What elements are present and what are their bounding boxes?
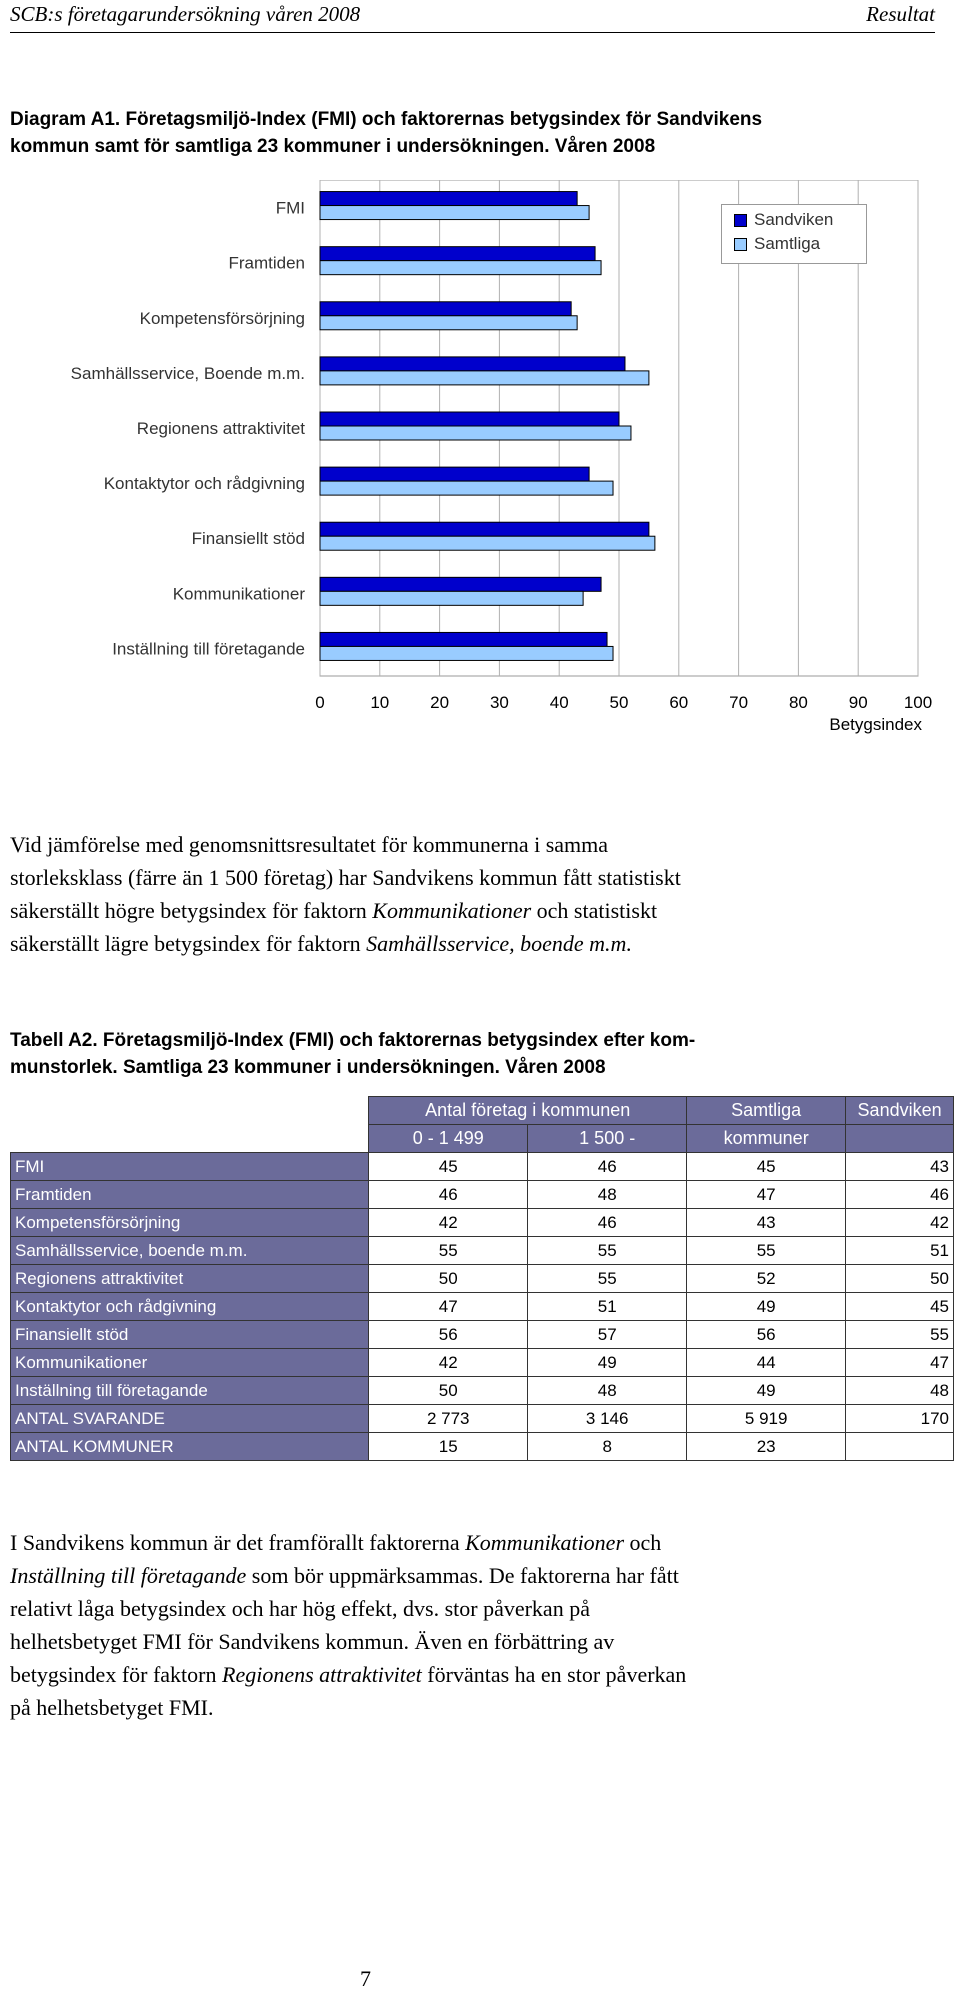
paragraph-text: säkerställt lägre betygsindex för faktorn	[10, 931, 367, 956]
cell-samtliga: 52	[687, 1265, 846, 1293]
row-label: FMI	[11, 1153, 369, 1181]
cell-sandviken	[846, 1433, 954, 1461]
bar-sandviken	[320, 522, 649, 536]
page-number: 7	[360, 1966, 371, 1991]
bar-sandviken	[320, 302, 571, 316]
bar-sandviken	[320, 247, 595, 261]
table-header-samtliga: Samtliga	[687, 1097, 846, 1125]
bar-samtliga	[320, 261, 601, 275]
bar-sandviken	[320, 577, 601, 591]
index-table	[10, 1096, 954, 1461]
paragraph-text: betygsindex för faktorn	[10, 1662, 222, 1687]
x-tick-label: 40	[549, 693, 569, 712]
bar-sandviken	[320, 467, 589, 481]
cell-sandviken: 170	[846, 1405, 954, 1433]
table-header-sandviken: Sandviken	[846, 1097, 954, 1125]
cell-large: 55	[528, 1237, 687, 1265]
bar-samtliga	[320, 316, 577, 330]
paragraph-emphasis: Inställning till företagande	[10, 1563, 247, 1588]
x-tick-label: 70	[729, 693, 749, 712]
cell-large: 57	[528, 1321, 687, 1349]
cell-samtliga: 56	[687, 1321, 846, 1349]
bar-sandviken	[320, 632, 607, 646]
paragraph-emphasis: Kommunikationer	[465, 1530, 625, 1555]
cell-sandviken: 48	[846, 1377, 954, 1405]
cell-small: 47	[369, 1293, 528, 1321]
cell-small: 46	[369, 1181, 528, 1209]
x-tick-label: 90	[848, 693, 868, 712]
cell-sandviken: 47	[846, 1349, 954, 1377]
cell-sandviken: 42	[846, 1209, 954, 1237]
cell-sandviken: 43	[846, 1153, 954, 1181]
row-label: Kontaktytor och rådgivning	[11, 1293, 369, 1321]
cell-large: 51	[528, 1293, 687, 1321]
category-label: FMI	[275, 198, 305, 218]
paragraph-line	[10, 1559, 935, 1592]
cell-large: 8	[528, 1433, 687, 1461]
table-row	[11, 1237, 954, 1265]
table-caption	[10, 1027, 930, 1081]
table-header-blank	[846, 1125, 954, 1153]
x-tick-label: 10	[370, 693, 390, 712]
legend-label-sandviken: Sandviken	[754, 210, 834, 229]
cell-sandviken: 46	[846, 1181, 954, 1209]
paragraph-line: storleksklass (färre än 1 500 företag) har Sandvikens kommun fått statistiskt	[10, 865, 681, 890]
bar-sandviken	[320, 357, 625, 371]
paragraph-line: relativt låga betygsindex och har hög effekt, dvs. stor påverkan på	[10, 1596, 590, 1621]
paragraph-line	[10, 1658, 935, 1691]
cell-small: 15	[369, 1433, 528, 1461]
x-tick-label: 100	[903, 693, 933, 712]
paragraph-text: I Sandvikens kommun är det framförallt faktorerna	[10, 1530, 466, 1555]
figure-caption-line: kommun samt för samtliga 23 kommuner i undersökningen. Våren 2008	[10, 136, 656, 157]
paragraph-text: förväntas ha en stor påverkan	[421, 1662, 687, 1687]
paragraph-text: som bör uppmärksammas. De faktorerna har fått	[246, 1563, 679, 1588]
cell-small: 2 773	[369, 1405, 528, 1433]
bar-samtliga	[320, 646, 613, 660]
category-label: Samhällsservice, Boende m.m.	[70, 363, 305, 383]
bar-samtliga	[320, 591, 583, 605]
cell-samtliga: 44	[687, 1349, 846, 1377]
cell-sandviken: 45	[846, 1293, 954, 1321]
cell-large: 3 146	[528, 1405, 687, 1433]
legend-swatch-samtliga	[734, 238, 747, 251]
table-row	[11, 1405, 954, 1433]
cell-sandviken: 50	[846, 1265, 954, 1293]
paragraph-line: Vid jämförelse med genomsnittsresultatet för kommunerna i samma	[10, 832, 609, 857]
table-row	[11, 1321, 954, 1349]
x-tick-label: 20	[430, 693, 450, 712]
table-caption-line: munstorlek. Samtliga 23 kommuner i undersökningen. Våren 2008	[10, 1057, 606, 1078]
table-row	[11, 1153, 954, 1181]
paragraph-line	[10, 1526, 935, 1559]
row-label: Regionens attraktivitet	[11, 1265, 369, 1293]
x-tick-label: 60	[669, 693, 689, 712]
paragraph-emphasis: Samhällsservice, boende m.m.	[366, 931, 632, 956]
category-label: Inställning till företagande	[112, 639, 305, 659]
cell-samtliga: 23	[687, 1433, 846, 1461]
bar-samtliga	[320, 536, 655, 550]
row-label: ANTAL KOMMUNER	[11, 1433, 369, 1461]
figure-caption	[10, 106, 930, 160]
table-row	[11, 1293, 954, 1321]
x-axis-label: Betygsindex	[829, 715, 922, 734]
cell-samtliga: 47	[687, 1181, 846, 1209]
bar-sandviken	[320, 192, 577, 206]
page-header	[10, 0, 935, 33]
cell-small: 50	[369, 1377, 528, 1405]
bar-samtliga	[320, 426, 631, 440]
table-subheader-row	[11, 1125, 954, 1153]
table-header-large: 1 500 -	[528, 1125, 687, 1153]
cell-sandviken: 55	[846, 1321, 954, 1349]
table-row	[11, 1349, 954, 1377]
table-row	[11, 1209, 954, 1237]
paragraph-text: och statistiskt	[531, 898, 658, 923]
row-label: Kompetensförsörjning	[11, 1209, 369, 1237]
paragraph-text: säkerställt högre betygsindex för faktorn	[10, 898, 373, 923]
header-section: Resultat	[866, 2, 935, 26]
bar-samtliga	[320, 206, 589, 220]
cell-small: 42	[369, 1209, 528, 1237]
x-tick-label: 80	[788, 693, 808, 712]
cell-small: 42	[369, 1349, 528, 1377]
cell-large: 46	[528, 1209, 687, 1237]
paragraph-line	[10, 894, 935, 927]
cell-small: 45	[369, 1153, 528, 1181]
table-header-empty	[11, 1097, 369, 1125]
table-row	[11, 1433, 954, 1461]
paragraph-emphasis: Kommunikationer	[372, 898, 532, 923]
row-label: Framtiden	[11, 1181, 369, 1209]
category-label: Finansiellt stöd	[191, 529, 305, 549]
figure-caption-line: Diagram A1. Företagsmiljö-Index (FMI) och faktorernas betygsindex för Sandvikens	[10, 109, 763, 130]
table-body	[11, 1153, 954, 1461]
paragraph-conclusion	[10, 1526, 935, 1724]
cell-small: 56	[369, 1321, 528, 1349]
table-header-small: 0 - 1 499	[369, 1125, 528, 1153]
category-label: Framtiden	[228, 253, 305, 273]
bar-chart-svg	[0, 180, 960, 780]
category-label: Kompetensförsörjning	[139, 308, 305, 328]
bar-sandviken	[320, 412, 619, 426]
x-tick-label: 50	[609, 693, 629, 712]
bar-samtliga	[320, 371, 649, 385]
table-row	[11, 1377, 954, 1405]
paragraph-comparison	[10, 828, 935, 960]
paragraph-text: och	[624, 1530, 662, 1555]
cell-sandviken: 51	[846, 1237, 954, 1265]
row-label: Samhällsservice, boende m.m.	[11, 1237, 369, 1265]
cell-large: 48	[528, 1181, 687, 1209]
row-label: Kommunikationer	[11, 1349, 369, 1377]
row-label: ANTAL SVARANDE	[11, 1405, 369, 1433]
cell-samtliga: 5 919	[687, 1405, 846, 1433]
cell-samtliga: 49	[687, 1293, 846, 1321]
bar-chart	[0, 180, 960, 780]
category-label: Kontaktytor och rådgivning	[103, 474, 305, 494]
paragraph-line: helhetsbetyget FMI för Sandvikens kommun. Även en förbättring av	[10, 1629, 615, 1654]
row-label: Finansiellt stöd	[11, 1321, 369, 1349]
cell-samtliga: 43	[687, 1209, 846, 1237]
table-header-group: Antal företag i kommunen	[369, 1097, 687, 1125]
table-row	[11, 1181, 954, 1209]
table-caption-line: Tabell A2. Företagsmiljö-Index (FMI) och faktorernas betygsindex efter kom-	[10, 1030, 696, 1051]
x-tick-label: 0	[315, 693, 325, 712]
category-label: Kommunikationer	[172, 584, 305, 604]
row-label: Inställning till företagande	[11, 1377, 369, 1405]
x-tick-label: 30	[489, 693, 509, 712]
paragraph-emphasis: Regionens attraktivitet	[222, 1662, 422, 1687]
paragraph-line: på helhetsbetyget FMI.	[10, 1695, 214, 1720]
cell-large: 48	[528, 1377, 687, 1405]
paragraph-line	[10, 927, 935, 960]
cell-samtliga: 45	[687, 1153, 846, 1181]
table-row	[11, 1265, 954, 1293]
table-header-kommuner: kommuner	[687, 1125, 846, 1153]
cell-small: 55	[369, 1237, 528, 1265]
bar-samtliga	[320, 481, 613, 495]
cell-large: 49	[528, 1349, 687, 1377]
category-label: Regionens attraktivitet	[136, 419, 305, 438]
legend-swatch-sandviken	[734, 214, 747, 227]
header-title: SCB:s företagarundersökning våren 2008	[10, 2, 361, 26]
cell-large: 55	[528, 1265, 687, 1293]
cell-large: 46	[528, 1153, 687, 1181]
cell-samtliga: 49	[687, 1377, 846, 1405]
table-header-row	[11, 1097, 954, 1125]
table-header-empty	[11, 1125, 369, 1153]
legend-label-samtliga: Samtliga	[754, 234, 821, 253]
cell-small: 50	[369, 1265, 528, 1293]
cell-samtliga: 55	[687, 1237, 846, 1265]
chart-legend	[721, 204, 867, 264]
